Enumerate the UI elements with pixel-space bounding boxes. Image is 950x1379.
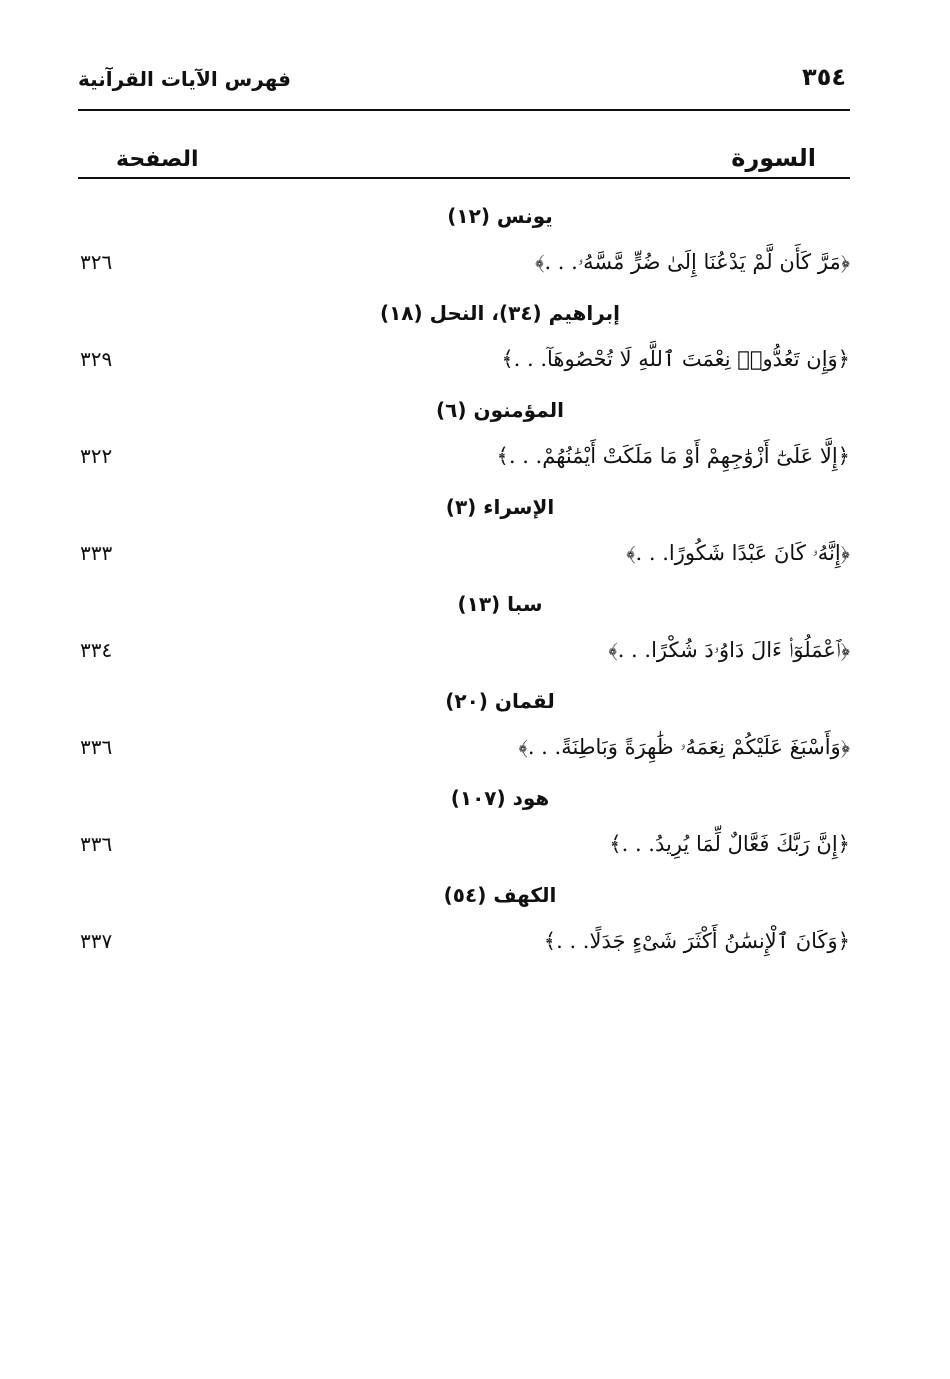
header-rule: [78, 109, 850, 111]
verse-text: ﴿ٱعْمَلُوٓا۟ ءَالَ دَاوُۥدَ شُكْرًا. . .﴾: [608, 638, 850, 662]
column-headers: [78, 140, 850, 180]
surah-heading: المؤمنون (٦): [436, 398, 564, 422]
verse-text: ﴿وَأَسْبَغَ عَلَيْكُمْ نِعَمَهُۥ ظَٰهِرَةً وَبَاطِنَةً. . .﴾: [518, 735, 850, 759]
verse-text: ﴿وَإِن تَعُدُّوا۟ نِعْمَتَ ٱللَّهِ لَا تُحْصُوهَآ. . .﴾: [501, 347, 850, 371]
surah-heading: سبا (١٣): [457, 592, 543, 616]
index-entry: [78, 681, 850, 778]
surah-heading: هود (١٠٧): [450, 786, 550, 810]
index-entry: [78, 293, 850, 390]
surah-heading: يونس (١٢): [447, 204, 553, 228]
page-reference: ٣٢٩: [80, 347, 113, 371]
verse-text: ﴿إِلَّا عَلَىٰٓ أَزْوَٰجِهِمْ أَوْ مَا مَلَكَتْ أَيْمَٰنُهُمْ. . .﴾: [496, 444, 850, 468]
verse-text: ﴿مَرَّ كَأَن لَّمْ يَدْعُنَا إِلَىٰ ضُرٍّ مَّسَّهُۥ. . .﴾: [535, 250, 850, 274]
index-entry: [78, 584, 850, 681]
index-entry: [78, 390, 850, 487]
column-header-page: الصفحة: [116, 147, 199, 172]
running-title: فهرس الآيات القرآنية: [78, 67, 291, 91]
page-reference: ٣٣٤: [80, 638, 113, 662]
verse-text: ﴿إِنَّ رَبَّكَ فَعَّالٌ لِّمَا يُرِيدُ. . .﴾: [609, 832, 850, 856]
surah-heading: لقمان (٢٠): [445, 689, 555, 713]
verse-index-list: [78, 196, 850, 972]
index-entry: [78, 778, 850, 875]
column-rule: [78, 177, 850, 179]
page-reference: ٣٣٦: [80, 832, 113, 856]
page-reference: ٣٣٦: [80, 735, 113, 759]
page-reference: ٣٣٧: [80, 929, 113, 953]
verse-text: ﴿وَكَانَ ٱلْإِنسَٰنُ أَكْثَرَ شَىْءٍ جَدَلًا. . .﴾: [543, 929, 850, 953]
page-reference: ٣٣٣: [80, 541, 113, 565]
surah-heading: الإسراء (٣): [445, 495, 555, 519]
page-reference: ٣٢٢: [80, 444, 113, 468]
surah-heading: الكهف (٥٤): [443, 883, 557, 907]
index-entry: [78, 875, 850, 972]
verse-text: ﴿إِنَّهُۥ كَانَ عَبْدًا شَكُورًا. . .﴾: [626, 541, 850, 565]
page-number: ٣٥٤: [802, 63, 846, 91]
surah-heading: إبراهيم (٣٤)، النحل (١٨): [379, 301, 621, 325]
page-reference: ٣٢٦: [80, 250, 113, 274]
index-entry: [78, 196, 850, 293]
index-entry: [78, 487, 850, 584]
page-header: [78, 62, 850, 98]
column-header-surah: السورة: [731, 144, 816, 172]
